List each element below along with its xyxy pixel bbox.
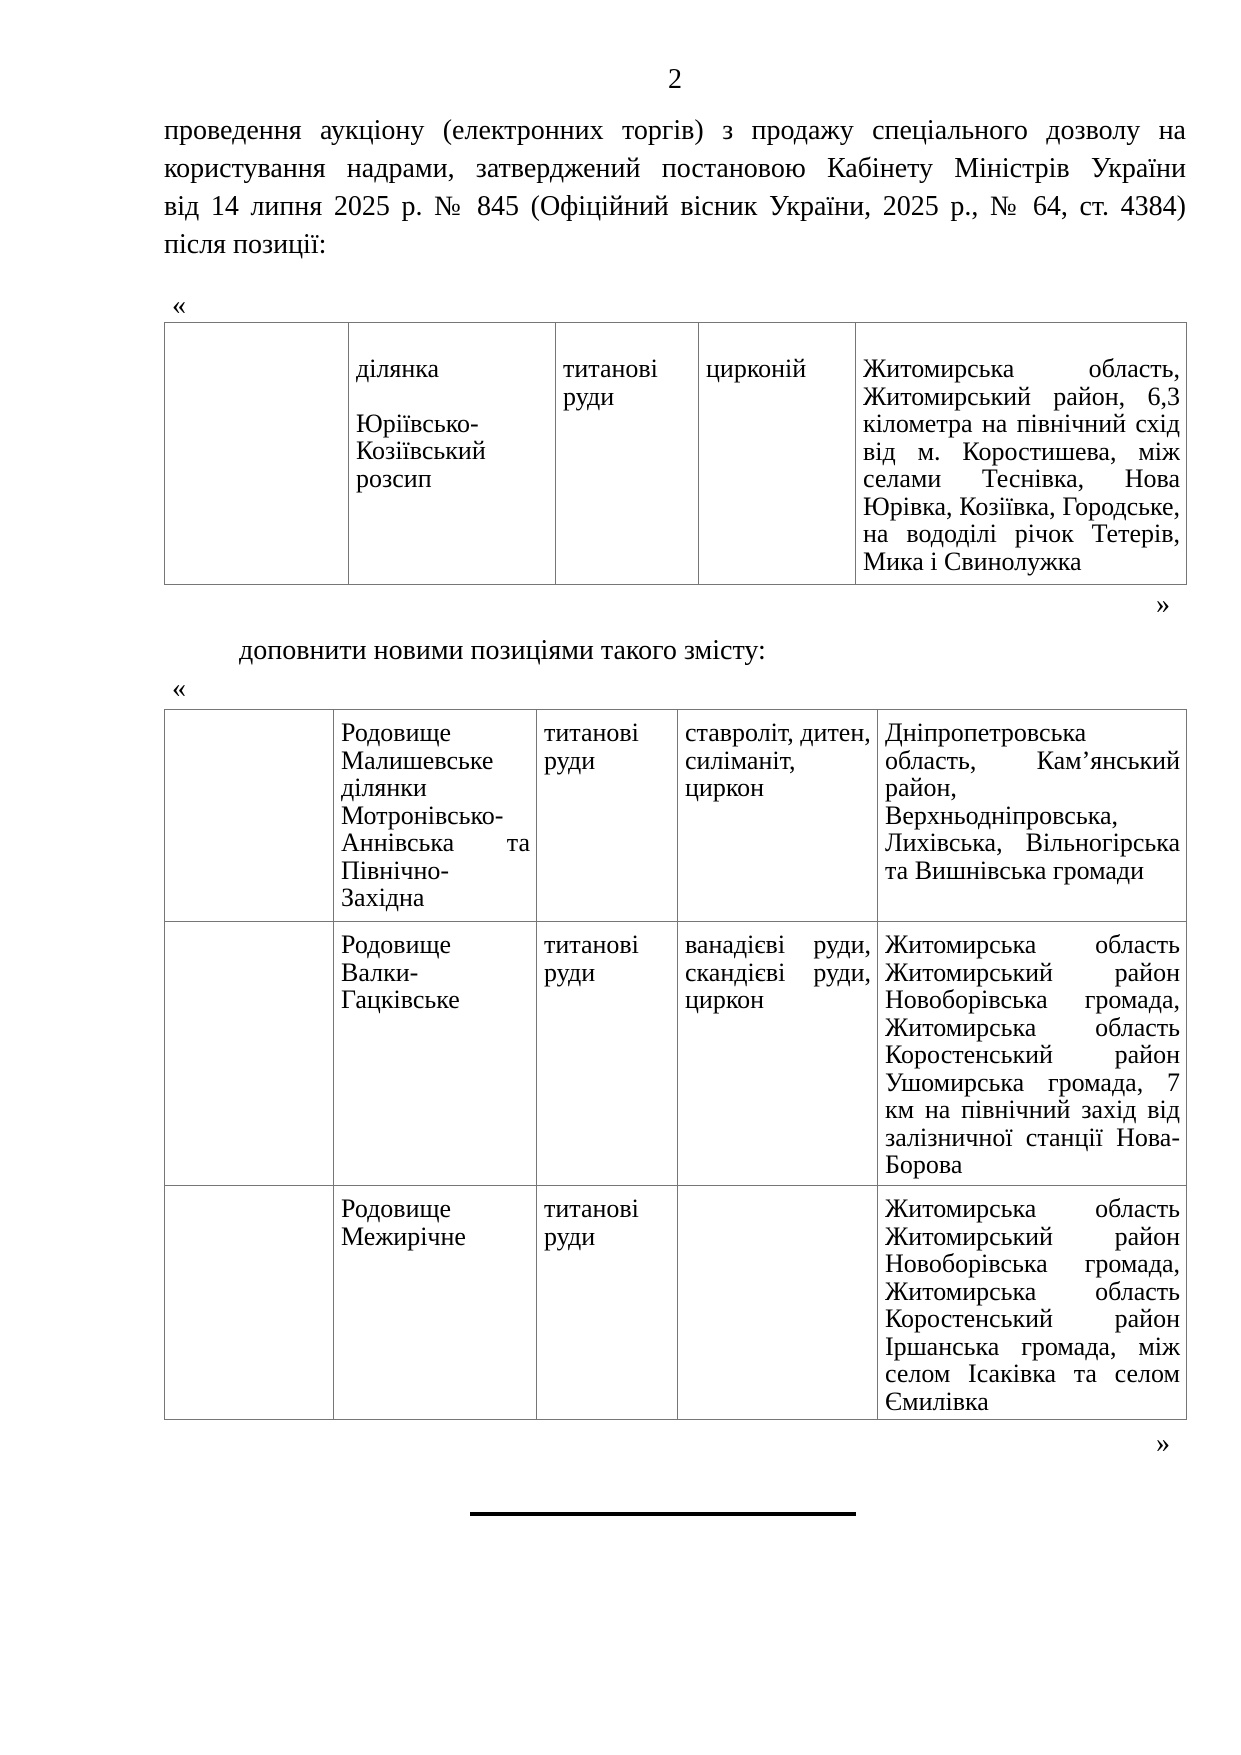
table-row	[165, 1186, 1187, 1420]
table-row	[165, 323, 1187, 585]
cell-location: Дніпропетровська область, Кам’янський район, Верхньодніпровська, Лихівська, Вільногірська та Вишнівська громади	[878, 710, 1187, 922]
cell-number	[165, 710, 334, 922]
cell-mineral-type: титанові руди	[537, 710, 678, 922]
cell-mineral-type: титанові руди	[556, 323, 699, 585]
open-quote-mark: «	[172, 290, 186, 321]
existing-position-table	[164, 322, 1187, 585]
cell-associated-minerals	[678, 1186, 878, 1420]
cell-associated-minerals: ванадієві руди, скандієві руди, циркон	[678, 922, 878, 1186]
cell-deposit-name: Родовище Малишевське ділянки Мотронівсько-Аннівська та Північно-Західна	[334, 710, 537, 922]
page-number: 2	[668, 64, 682, 95]
cell-number	[165, 922, 334, 1186]
cell-deposit-name: Родовище Валки-Гацківське	[334, 922, 537, 1186]
cell-deposit-name: Родовище Межирічне	[334, 1186, 537, 1420]
cell-associated-minerals: цирконій	[699, 323, 856, 585]
bottom-rule	[470, 1512, 856, 1516]
table-row	[165, 710, 1187, 922]
intro-line: після позиції:	[164, 229, 327, 260]
cell-number	[165, 323, 349, 585]
cell-number	[165, 1186, 334, 1420]
cell-mineral-type: титанові руди	[537, 1186, 678, 1420]
intro-line: від 14 липня 2025 р. № 845 (Офіційний вісник України, 2025 р., № 64, ст. 4384)	[164, 191, 1186, 222]
intro-line: проведення аукціону (електронних торгів) з продажу спеціального дозволу на	[164, 115, 1186, 146]
cell-associated-minerals: ставроліт, дитен, силіманіт, циркон	[678, 710, 878, 922]
cell-location: Житомирська область, Житомирський район, 6,3 кілометра на північний схід від м. Коростишева, між селами Теснівка, Нова Юрівка, Козіївка, Городське, на вододілі річок Тетерів, Мика і Свинолужка	[856, 323, 1187, 585]
deposit-name-paragraph: ділянка	[356, 354, 440, 383]
table-row	[165, 922, 1187, 1186]
paragraph-gap	[356, 383, 549, 410]
intro-line: користування надрами, затверджений постановою Кабінету Міністрів України	[164, 153, 1186, 184]
cell-location: Житомирська область Житомирський район Новоборівська громада, Житомирська область Коростенський район Іршанська громада, між селом Ісаківка та селом Ємилівка	[878, 1186, 1187, 1420]
page-content	[164, 0, 1186, 1516]
amendment-heading: доповнити новими позиціями такого змісту:	[239, 635, 766, 666]
new-positions-table	[164, 709, 1187, 1420]
deposit-name-paragraph: Юріївсько-Козіївський розсип	[356, 408, 486, 493]
intro-paragraph	[164, 112, 1186, 264]
close-quote-mark: »	[1156, 1428, 1170, 1459]
cell-mineral-type: титанові руди	[537, 922, 678, 1186]
cell-location: Житомирська область Житомирський район Новоборівська громада, Житомирська область Коростенський район Ушомирська громада, 7 км на північний захід від залізничної станції Нова-Борова	[878, 922, 1187, 1186]
open-quote-mark: «	[172, 673, 186, 704]
close-quote-mark: »	[1156, 589, 1170, 620]
cell-deposit-name	[349, 323, 556, 585]
